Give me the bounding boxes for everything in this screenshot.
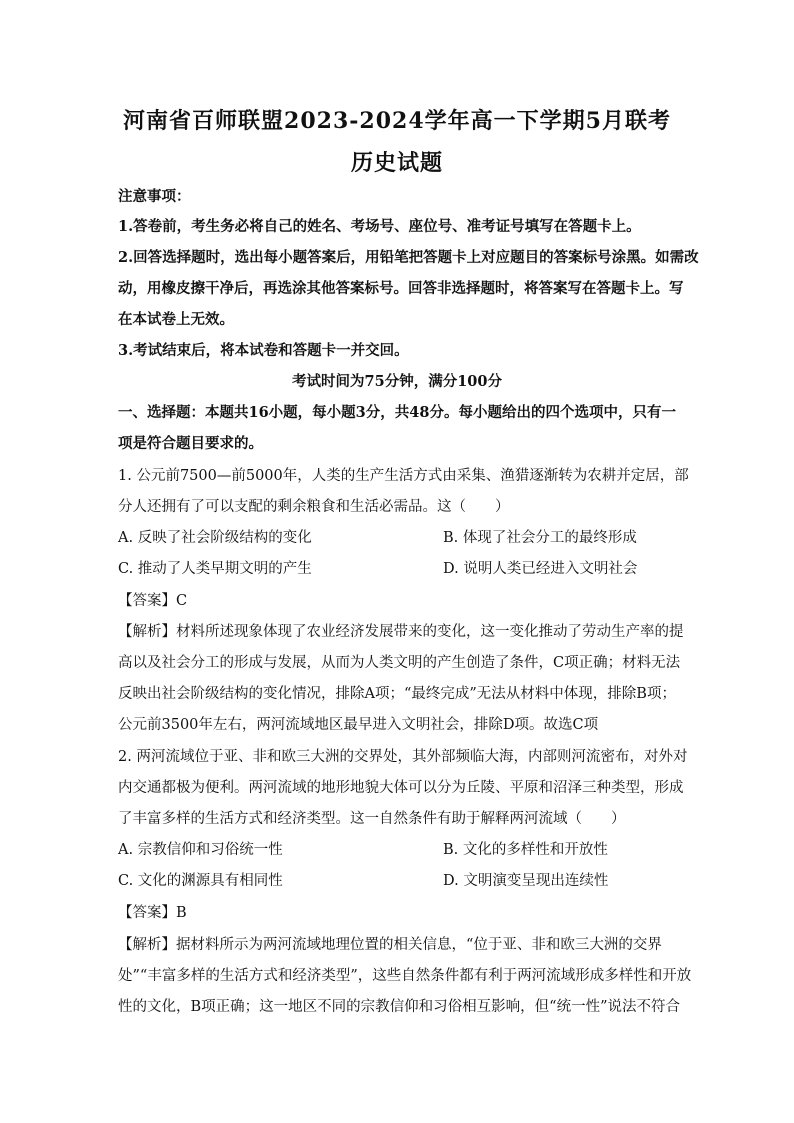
q2-option-b: B. 文化的多样性和开放性 [443, 842, 608, 858]
q2-answer: 【答案】B [118, 905, 187, 921]
notice-item-3: 3.考试结束后，将本试卷和答题卡一并交回。 [118, 342, 409, 359]
q1-option-b: B. 体现了社会分工的最终形成 [443, 530, 637, 546]
q1-analysis-line-1: 【解析】材料所述现象体现了农业经济发展带来的变化，这一变化推动了劳动生产率的提 [118, 624, 684, 640]
section-heading-line-1: 一、选择题：本题共16小题，每小题3分，共48分。每小题给出的四个选项中，只有一 [118, 404, 676, 421]
q1-stem-line-2: 分人还拥有了可以支配的剩余粮食和生活必需品。这（ ） [118, 499, 510, 515]
q2-analysis-line-3: 性的文化，B项正确；这一地区不同的宗教信仰和习俗相互影响，但“统一性”说法不符合 [118, 999, 680, 1015]
q2-stem-line-2: 内交通都极为便利。两河流域的地形地貌大体可以分为丘陵、平原和沼泽三种类型，形成 [118, 780, 684, 796]
q2-option-c: C. 文化的渊源具有相同性 [118, 873, 283, 889]
q1-analysis-line-3: 反映出社会阶级结构的变化情况，排除A项；“最终完成”无法从材料中体现，排除B项； [118, 686, 676, 702]
q2-analysis-line-2: 处”“丰富多样的生活方式和经济类型”，这些自然条件都有利于两河流域形成多样性和开放 [118, 968, 692, 984]
notice-item-2-line-3: 在本试卷上无效。 [118, 311, 234, 328]
exam-info: 考试时间为75分钟，满分100分 [292, 373, 502, 390]
exam-title: 河南省百师联盟2023-2024学年高一下学期5月联考 [123, 108, 671, 134]
q1-option-a: A. 反映了社会阶级结构的变化 [118, 530, 312, 546]
q2-analysis-line-1: 【解析】据材料所示为两河流域地理位置的相关信息，“位于亚、非和欧三大洲的交界 [118, 937, 662, 953]
q2-stem-line-3: 了丰富多样的生活方式和经济类型。这一自然条件有助于解释两河流域（ ） [118, 811, 626, 827]
notice-item-2-line-1: 2.回答选择题时，选出每小题答案后，用铅笔把答题卡上对应题目的答案标号涂黑。如需改 [118, 249, 699, 266]
q1-answer: 【答案】C [118, 593, 188, 609]
notice-item-2-line-2: 动，用橡皮擦干净后，再选涂其他答案标号。回答非选择题时，将答案写在答题卡上。写 [118, 280, 684, 297]
q1-analysis-line-2: 高以及社会分工的形成与发展，从而为人类文明的产生创造了条件，C项正确；材料无法 [118, 655, 681, 671]
q2-option-d: D. 文明演变呈现出连续性 [443, 873, 609, 889]
notice-heading: 注意事项： [118, 188, 191, 205]
q1-option-c: C. 推动了人类早期文明的产生 [118, 561, 312, 577]
q2-stem-line-1: 2. 两河流域位于亚、非和欧三大洲的交界处，其外部频临大海，内部则河流密布，对外对 [118, 749, 688, 765]
q1-stem-line-1: 1. 公元前7500—前5000年，人类的生产生活方式由采集、渔猎逐渐转为农耕并定居，部 [118, 468, 689, 484]
q1-analysis-line-4: 公元前3500年左右，两河流域地区最早进入文明社会，排除D项。故选C项 [118, 717, 599, 733]
q1-option-d: D. 说明人类已经进入文明社会 [443, 561, 638, 577]
section-heading-line-2: 项是符合题目要求的。 [118, 435, 263, 452]
exam-subtitle: 历史试题 [350, 150, 443, 176]
q2-option-a: A. 宗教信仰和习俗统一性 [118, 842, 283, 858]
notice-item-1: 1.答卷前，考生务必将自己的姓名、考场号、座位号、准考证号填写在答题卡上。 [118, 218, 641, 235]
